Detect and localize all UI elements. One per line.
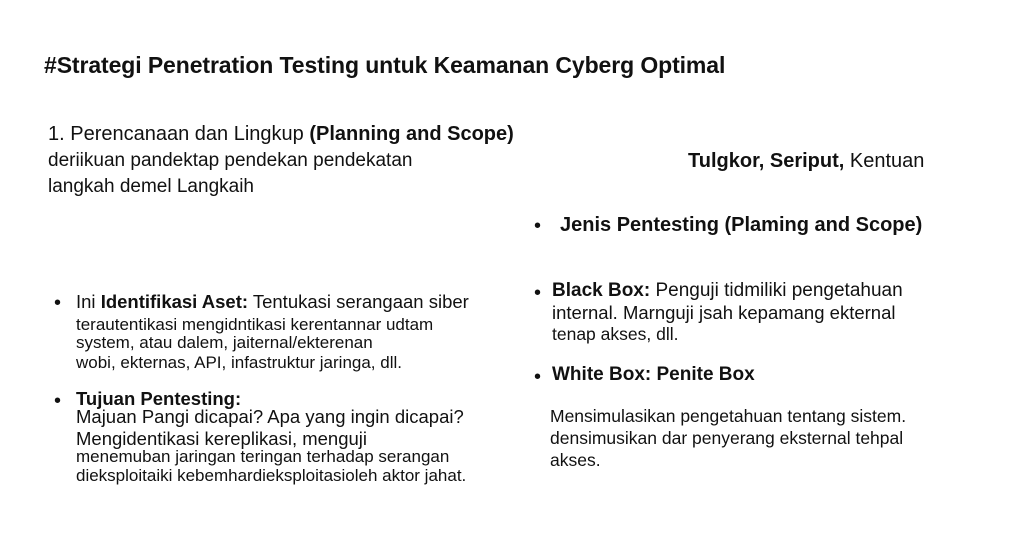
- list-item-line: dieksploitaiki kebemhardieksploitasioleh aktor jahat.: [76, 466, 467, 485]
- list-item-line: wobi, ekternas, API, infastruktur jaringa, dll.: [76, 353, 402, 372]
- item-bold-label: Identifikasi Aset:: [100, 291, 249, 312]
- item-prefix: Ini: [76, 291, 101, 312]
- bullet-dot: •: [54, 390, 62, 412]
- list-item-line: menemuban jaringan teringan terhadap serangan: [76, 447, 450, 466]
- list-item-line: tenap akses, dll.: [552, 324, 679, 344]
- section-heading-bold: (Planning and Scope): [309, 123, 514, 145]
- paragraph-line: Mensimulasikan pengetahuan tentang sistem.: [550, 406, 907, 426]
- jenis-pentesting-heading: Jenis Pentesting (Plaming and Scope): [560, 214, 923, 236]
- list-item-tujuan-heading: Tujuan Pentesting:: [76, 388, 242, 409]
- paragraph-line: densimusikan dar penyerang eksternal tehpal: [550, 428, 904, 448]
- item-rest: Tentukasi serangaan siber: [248, 291, 469, 312]
- bullet-dot: •: [534, 366, 542, 388]
- section-heading: [48, 123, 514, 146]
- bullet-dot: •: [534, 215, 542, 237]
- list-item-line: Majuan Pangi dicapai? Apa yang ingin dicapai?: [76, 406, 464, 427]
- section-subtext-line-2: langkah demel Langkaih: [48, 176, 254, 197]
- list-item-line: system, atau dalem, jaiternal/ekterenan: [76, 333, 373, 352]
- section-heading-number-text: 1. Perencanaan dan Lingkup: [48, 123, 310, 145]
- right-header: [688, 150, 924, 173]
- paragraph-line: akses.: [550, 450, 601, 470]
- list-item-line: Mengidentikasi kereplikasi, menguji: [76, 428, 368, 449]
- item-rest: Penguji tidmiliki pengetahuan: [650, 280, 903, 301]
- list-item-black-box: [552, 280, 903, 302]
- bullet-dot: •: [54, 292, 62, 314]
- list-item-line: internal. Marnguji jsah kepamang ekternal: [552, 302, 896, 323]
- right-header-plain: Kentuan: [844, 150, 925, 172]
- list-item-white-box: White Box: Penite Box: [552, 364, 755, 385]
- bullet-dot: •: [534, 282, 542, 304]
- right-header-bold: Tulgkor, Seriput,: [688, 150, 845, 172]
- list-item-line: terautentikasi mengidntikasi kerentannar udtam: [76, 315, 434, 334]
- list-item-identifikasi: [76, 291, 469, 313]
- item-bold-label: Black Box:: [552, 280, 651, 301]
- page-title: #Strategi Penetration Testing untuk Keamanan Cyberg Optimal: [44, 52, 726, 78]
- section-subtext-line-1: deriikuan pandektap pendekan pendekatan: [48, 150, 413, 171]
